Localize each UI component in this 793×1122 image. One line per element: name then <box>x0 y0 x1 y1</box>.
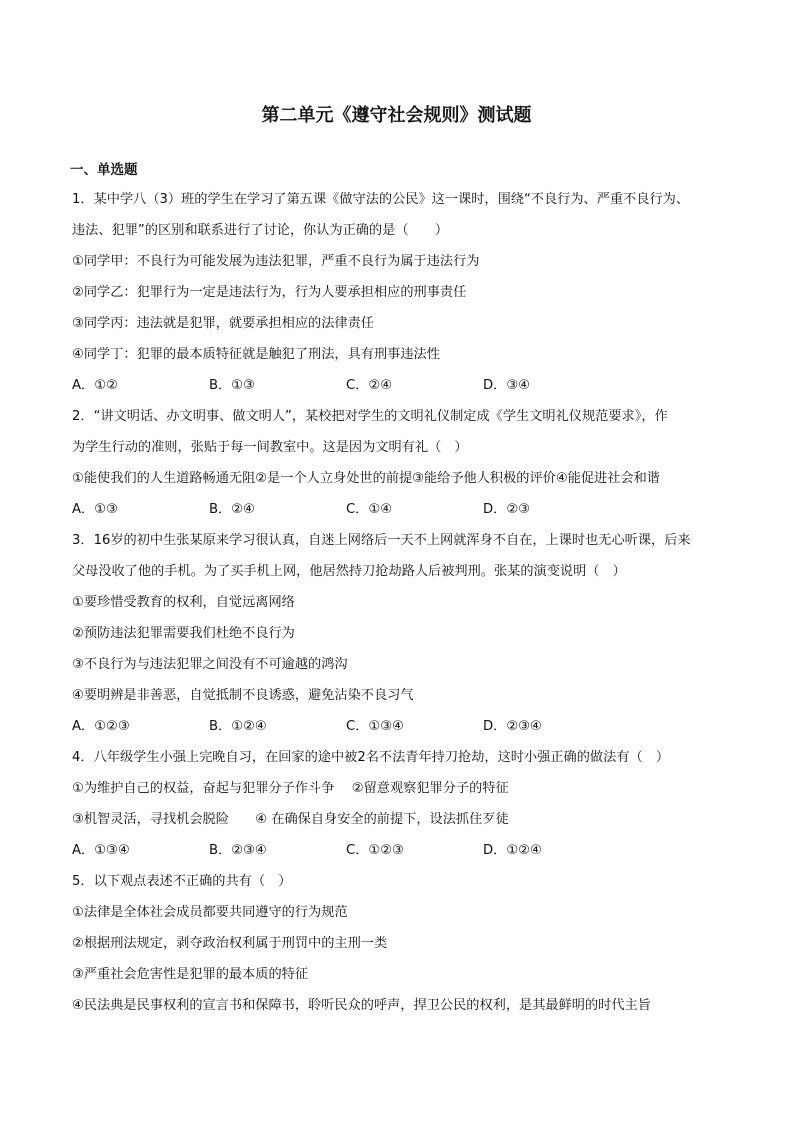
question-stem-line: 5．以下观点表述不正确的共有（ ） <box>72 874 292 889</box>
question-3 <box>72 525 724 742</box>
option-d: D．①②④ <box>483 843 542 858</box>
option-d: D．②③④ <box>483 719 542 734</box>
option-c: C．①②③ <box>346 843 404 858</box>
option-c: C．①④ <box>346 502 393 517</box>
statement-item: ④同学丁：犯罪的最本质特征就是触犯了刑法，具有刑事违法性 <box>72 347 440 362</box>
statement-item: ③机智灵活，寻找机会脱险 ④ 在确保自身安全的前提下，设法抓住歹徒 <box>72 812 509 827</box>
option-a: A．①②③ <box>72 719 130 734</box>
option-a: A．①② <box>72 378 118 393</box>
answer-options <box>72 494 724 525</box>
question-stem-line: 3．16岁的初中生张某原来学习很认真，自迷上网络后一天不上网就浑身不自在，上课时也无心听课，后来 <box>72 533 691 548</box>
answer-options <box>72 370 724 401</box>
option-a: A．①③ <box>72 502 118 517</box>
statement-item: ①要珍惜受教育的权利，自觉远离网络 <box>72 595 295 610</box>
statement-item: ②同学乙：犯罪行为一定是违法行为，行为人要承担相应的刑事责任 <box>72 285 467 300</box>
option-d: D．③④ <box>483 378 530 393</box>
answer-options <box>72 835 724 866</box>
question-stem-line: 父母没收了他的手机。为了买手机上网，他居然持刀抢劫路人后被判刑。张某的演变说明（ ） <box>72 564 626 579</box>
question-stem-line: 违法、犯罪”的区别和联系进行了讨论，你认为正确的是（ ） <box>72 223 449 238</box>
option-d: D．②③ <box>483 502 530 517</box>
statement-item: ①同学甲：不良行为可能发展为违法犯罪，严重不良行为属于违法行为 <box>72 254 480 269</box>
statement-item: ②预防违法犯罪需要我们杜绝不良行为 <box>72 626 295 641</box>
option-b: B．①②④ <box>209 719 267 734</box>
statement-item: ④民法典是民事权利的宣言书和保障书，聆听民众的呼声，捍卫公民的权利，是其最鲜明的时代主旨 <box>72 998 651 1013</box>
option-a: A．①③④ <box>72 843 130 858</box>
question-1 <box>72 184 724 401</box>
statement-item: ①为维护自己的权益，奋起与犯罪分子作斗争 ②留意观察犯罪分子的特征 <box>72 781 509 796</box>
section-heading: 一、单选题 <box>70 162 138 178</box>
statement-item: ②根据刑法规定，剥夺政治权利属于刑罚中的主刑一类 <box>72 936 388 951</box>
question-stem-line: 1．某中学八（3）班的学生在学习了第五课《做守法的公民》这一课时，围绕“不良行为、严重不良行为、 <box>72 192 690 207</box>
statement-item: ③不良行为与违法犯罪之间没有不可逾越的鸿沟 <box>72 657 348 672</box>
statement-item: ④要明辨是非善恶，自觉抵制不良诱惑，避免沾染不良习气 <box>72 688 414 703</box>
option-c: C．①③④ <box>346 719 404 734</box>
question-2 <box>72 401 724 525</box>
option-b: B．②④ <box>209 502 255 517</box>
question-5 <box>72 866 724 1021</box>
option-b: B．①③ <box>209 378 255 393</box>
statement-item: ③严重社会危害性是犯罪的最本质的特征 <box>72 967 309 982</box>
question-list <box>72 184 724 1021</box>
statement-item: ①法律是全体社会成员都要共同遵守的行为规范 <box>72 905 348 920</box>
question-stem-line: 2．“讲文明话、办文明事、做文明人”，某校把对学生的文明礼仪制定成《学生文明礼仪规范要求》，作 <box>72 409 668 424</box>
question-4 <box>72 742 724 866</box>
question-stem-line: 4．八年级学生小强上完晚自习，在回家的途中被2名不法青年持刀抢劫，这时小强正确的做法有（ ） <box>72 750 670 765</box>
statement-item: ③同学丙：违法就是犯罪，就要承担相应的法律责任 <box>72 316 374 331</box>
answer-options <box>72 711 724 742</box>
statement-item: ①能使我们的人生道路畅通无阻②是一个人立身处世的前提③能给予他人积极的评价④能促进社会和谐 <box>72 471 660 486</box>
question-stem-line: 为学生行动的准则，张贴于每一间教室中。这是因为文明有礼（ ） <box>72 440 468 455</box>
option-b: B．②③④ <box>209 843 267 858</box>
option-c: C．②④ <box>346 378 393 393</box>
page-title: 第二单元《遵守社会规则》测试题 <box>261 105 532 126</box>
